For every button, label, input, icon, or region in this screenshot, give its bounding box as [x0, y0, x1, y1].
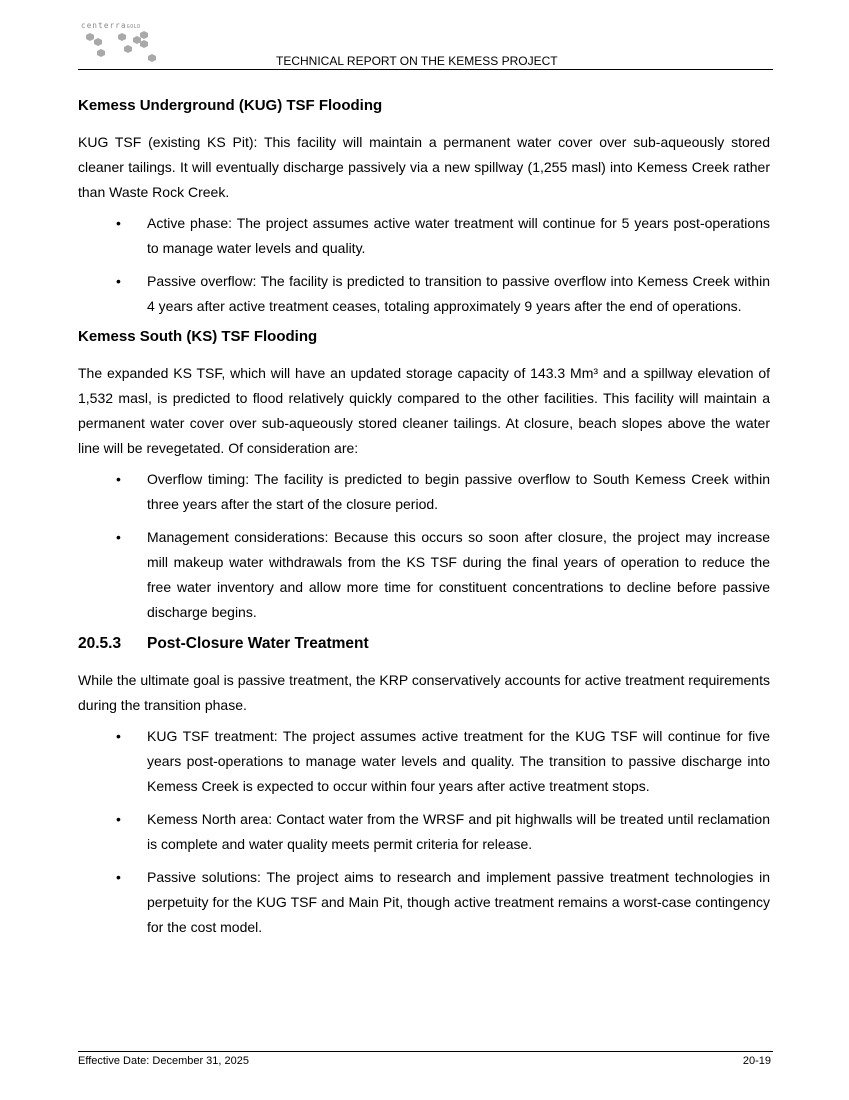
logo-wordmark: centerraGOLD [81, 21, 141, 30]
list-item-text: Management considerations: Because this occurs so soon after closure, the project may increase mill makeup water withdrawals from the KS TSF during the final years of operation to reduce the free water inventory and allow more time for constituent concentrations to decline before passive discharge begins. [147, 529, 770, 620]
effective-date: Effective Date: December 31, 2025 [78, 1055, 250, 1067]
section-number: 20.5.3 [78, 635, 122, 652]
list-item-text: KUG TSF treatment: The project assumes active treatment for the KUG TSF will continue for five years post-operations to manage water levels and quality. The transition to passive discharge into Kemess Creek is expected to occur within four years after active treatment stops. [147, 728, 770, 794]
list-item [78, 724, 770, 799]
section-title: Post-Closure Water Treatment [147, 635, 369, 652]
kug-heading: Kemess Underground (KUG) TSF Flooding [78, 97, 383, 114]
list-item-text: Passive overflow: The facility is predicted to transition to passive overflow into Kemess Creek within 4 years after active treatment ceases, totaling approximately 9 years after the end of operations. [147, 273, 770, 314]
list-item [78, 211, 770, 261]
footer-divider [78, 1051, 773, 1052]
list-item [78, 865, 770, 940]
bullet-icon: • [116, 811, 121, 827]
page-number: 20-19 [742, 1055, 771, 1067]
list-item-text: Passive solutions: The project aims to research and implement passive treatment technologies in perpetuity for the KUG TSF and Main Pit, though active treatment remains a worst-case contingency for the cost model. [147, 869, 770, 935]
ks-heading: Kemess South (KS) TSF Flooding [78, 328, 318, 345]
report-title: TECHNICAL REPORT ON THE KEMESS PROJECT [276, 54, 558, 68]
list-item-text: Overflow timing: The facility is predicted to begin passive overflow to South Kemess Creek within three years after the start of the closure period. [147, 471, 770, 512]
bullet-icon: • [116, 273, 121, 289]
header-divider [78, 69, 773, 70]
bullet-icon: • [116, 215, 121, 231]
centerra-gold-logo [78, 18, 168, 68]
list-item [78, 807, 770, 857]
bullet-icon: • [116, 728, 121, 744]
kug-intro: KUG TSF (existing KS Pit): This facility will maintain a permanent water cover over sub-aqueously stored cleaner tailings. It will eventually discharge passively via a new spillway (1,255 masl) into Kemess Creek rather than Waste Rock Creek. [78, 134, 770, 200]
bullet-icon: • [116, 471, 121, 487]
section-intro: While the ultimate goal is passive treatment, the KRP conservatively accounts for active treatment requirements during the transition phase. [78, 672, 770, 713]
hexagon-cluster-icon [78, 30, 168, 70]
kug-bullet-list [78, 211, 770, 319]
list-item-text: Active phase: The project assumes active water treatment will continue for 5 years post-operations to manage water levels and quality. [147, 215, 770, 256]
ks-bullet-list [78, 467, 770, 625]
list-item [78, 525, 770, 625]
page-header [78, 18, 773, 70]
section-bullet-list [78, 724, 770, 940]
list-item [78, 467, 770, 517]
list-item-text: Kemess North area: Contact water from the WRSF and pit highwalls will be treated until reclamation is complete and water quality meets permit criteria for release. [147, 811, 770, 852]
bullet-icon: • [116, 529, 121, 545]
section-heading [78, 633, 770, 655]
list-item [78, 269, 770, 319]
ks-intro: The expanded KS TSF, which will have an updated storage capacity of 143.3 Mm³ and a spillway elevation of 1,532 masl, is predicted to flood relatively quickly compared to the other facilities. This facility will maintain a permanent water cover over sub-aqueously stored cleaner tailings. At closure, beach slopes above the water line will be revegetated. Of consideration are: [78, 365, 770, 456]
bullet-icon: • [116, 869, 121, 885]
page-body [78, 96, 770, 948]
